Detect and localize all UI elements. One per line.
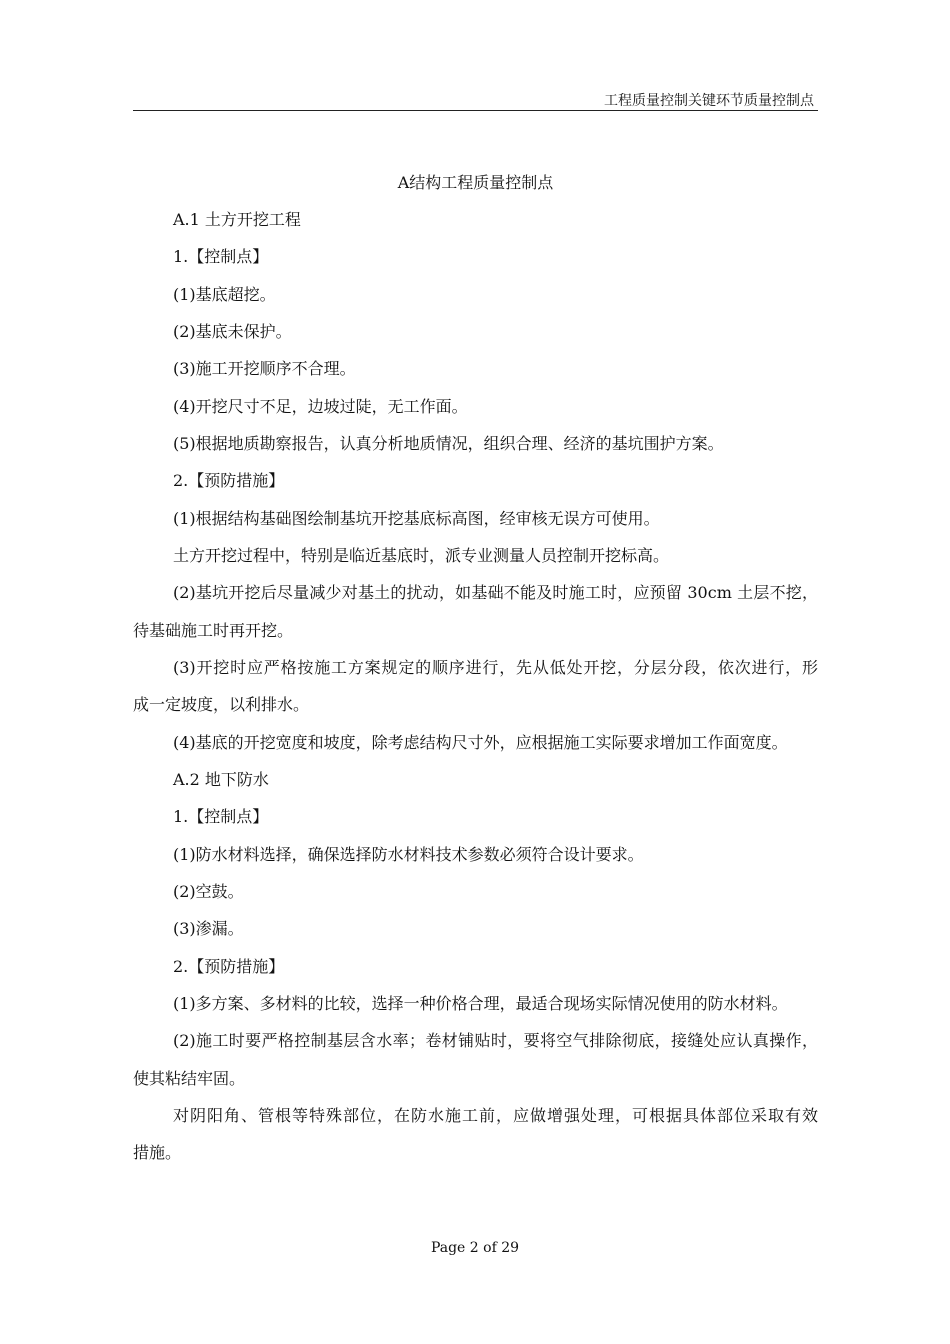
- section-heading-a2: A.2 地下防水: [173, 770, 269, 789]
- page-footer: [0, 1239, 950, 1257]
- prevention-item-continued: 使其粘结牢固。: [133, 1069, 246, 1088]
- page-header: [133, 92, 818, 111]
- control-item: (2)空鼓。: [173, 882, 244, 901]
- prevention-item: (2)基坑开挖后尽量减少对基土的扰动，如基础不能及时施工时，应预留 30cm 土层不挖，: [173, 583, 818, 602]
- prevention-item: (2)施工时要严格控制基层含水率；卷材铺贴时，要将空气排除彻底，接缝处应认真操作，: [173, 1031, 818, 1050]
- control-item: (3)施工开挖顺序不合理。: [173, 359, 356, 378]
- control-item: (5)根据地质勘察报告，认真分析地质情况，组织合理、经济的基坑围护方案。: [173, 434, 724, 453]
- page-of: of: [483, 1240, 497, 1256]
- prevention-item: (1)根据结构基础图绘制基坑开挖基底标高图，经审核无误方可使用。: [173, 509, 660, 528]
- prevention-item: (1)多方案、多材料的比较，选择一种价格合理，最适合现场实际情况使用的防水材料。: [173, 994, 788, 1013]
- prevention-item: 土方开挖过程中，特别是临近基底时，派专业测量人员控制开挖标高。: [173, 546, 670, 565]
- prevention-item-continued: 措施。: [133, 1143, 182, 1162]
- prevention-item-continued: 待基础施工时再开挖。: [133, 621, 294, 640]
- page-current: 2: [469, 1240, 479, 1256]
- control-item: (1)防水材料选择，确保选择防水材料技术参数必须符合设计要求。: [173, 845, 644, 864]
- prevention-item: (3)开挖时应严格按施工方案规定的顺序进行，先从低处开挖，分层分段，依次进行，形: [173, 658, 818, 677]
- section-heading-a1: A.1 土方开挖工程: [173, 210, 301, 229]
- prevention-heading: 2.【预防措施】: [173, 957, 285, 976]
- prevention-item: 对阴阳角、管根等特殊部位，在防水施工前，应做增强处理，可根据具体部位采取有效: [173, 1106, 818, 1125]
- control-points-heading: 1.【控制点】: [173, 247, 269, 266]
- control-item: (4)开挖尺寸不足，边坡过陡，无工作面。: [173, 397, 468, 416]
- prevention-item: (4)基底的开挖宽度和坡度，除考虑结构尺寸外，应根据施工实际要求增加工作面宽度。: [173, 733, 788, 752]
- control-points-heading: 1.【控制点】: [173, 807, 269, 826]
- prevention-heading: 2.【预防措施】: [173, 471, 285, 490]
- control-item: (2)基底未保护。: [173, 322, 292, 341]
- control-item: (1)基底超挖。: [173, 285, 276, 304]
- prevention-item-continued: 成一定坡度，以利排水。: [133, 695, 310, 714]
- document-title: A结构工程质量控制点: [397, 173, 554, 192]
- page-total: 29: [501, 1240, 520, 1256]
- control-item: (3)渗漏。: [173, 919, 244, 938]
- page-word: Page: [430, 1240, 466, 1256]
- header-title: 工程质量控制关键环节质量控制点: [604, 93, 814, 109]
